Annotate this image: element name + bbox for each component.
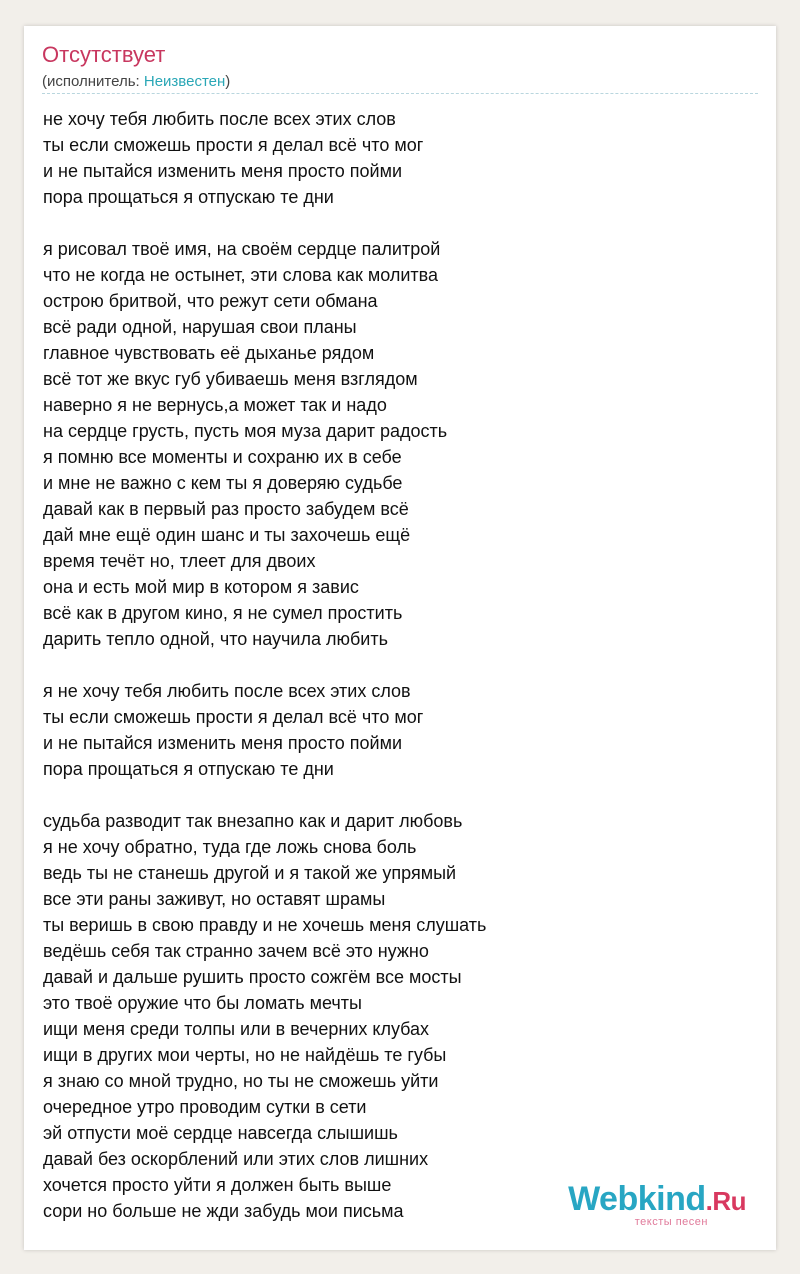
lyric-line: наверно я не вернусь,а может так и надо: [43, 395, 387, 415]
lyric-line: давай как в первый раз просто забудем всё: [43, 499, 409, 519]
lyric-line: давай без оскорблений или этих слов лишних: [43, 1149, 429, 1169]
artist-link[interactable]: Неизвестен: [143, 73, 226, 90]
lyric-line: всё тот же вкус губ убиваешь меня взглядом: [43, 369, 418, 389]
lyric-line: дарить тепло одной, что научила любить: [43, 629, 388, 649]
lyric-line: судьба разводит так внезапно как и дарит любовь: [43, 811, 463, 831]
logo-tld: .Ru: [705, 1186, 746, 1216]
song-title: Отсутствует: [42, 42, 166, 67]
lyric-line: ведёшь себя так странно зачем всё это нужно: [43, 941, 429, 961]
logo-wordmark: [568, 1182, 746, 1218]
lyric-line: эй отпусти моё сердце навсегда слышишь: [43, 1123, 398, 1143]
lyric-line: давай и дальше рушить просто сожгём все мосты: [43, 967, 462, 987]
logo-main-text: Webkind: [568, 1180, 706, 1218]
lyric-line: я помню все моменты и сохраню их в себе: [43, 447, 402, 467]
divider: [42, 93, 758, 94]
artist-suffix: ): [225, 73, 231, 90]
stanza-break: [43, 652, 753, 678]
lyric-line: что не когда не остынет, эти слова как молитва: [43, 265, 438, 285]
lyric-line: я рисовал твоё имя, на своём сердце палитрой: [43, 239, 441, 259]
lyric-line: пора прощаться я отпускаю те дни: [43, 187, 334, 207]
stanza-break: [43, 782, 753, 808]
artist-line: [42, 73, 230, 90]
lyric-line: ты веришь в свою правду и не хочешь меня слушать: [43, 915, 487, 935]
lyric-line: не хочу тебя любить после всех этих слов: [43, 109, 396, 129]
stanza-break: [43, 210, 753, 236]
lyric-line: дай мне ещё один шанс и ты захочешь ещё: [43, 525, 411, 545]
lyric-line: сори но больше не жди забудь мои письма: [43, 1201, 404, 1221]
lyric-line: всё ради одной, нарушая свои планы: [43, 317, 357, 337]
lyrics-text: [43, 106, 753, 1224]
lyric-line: всё как в другом кино, я не сумел простить: [43, 603, 403, 623]
lyrics-card: [24, 26, 776, 1250]
webkind-logo[interactable]: [568, 1182, 746, 1228]
lyric-line: ты если сможешь прости я делал всё что мог: [43, 707, 424, 727]
lyric-line: ищи меня среди толпы или в вечерних клубах: [43, 1019, 430, 1039]
lyric-line: очередное утро проводим сутки в сети: [43, 1097, 367, 1117]
lyric-line: острою бритвой, что режут сети обмана: [43, 291, 378, 311]
lyric-line: ищи в других мои черты, но не найдёшь те губы: [43, 1045, 447, 1065]
lyric-line: она и есть мой мир в котором я завис: [43, 577, 359, 597]
lyric-line: я не хочу тебя любить после всех этих слов: [43, 681, 411, 701]
lyric-line: все эти раны заживут, но оставят шрамы: [43, 889, 386, 909]
lyric-line: на сердце грусть, пусть моя муза дарит радость: [43, 421, 448, 441]
artist-prefix: (исполнитель:: [42, 73, 144, 90]
lyric-line: и не пытайся изменить меня просто пойми: [43, 161, 402, 181]
lyric-line: я не хочу обратно, туда где ложь снова боль: [43, 837, 417, 857]
lyric-line: ведь ты не станешь другой и я такой же упрямый: [43, 863, 457, 883]
lyric-line: время течёт но, тлеет для двоих: [43, 551, 316, 571]
lyric-line: и мне не важно с кем ты я доверяю судьбе: [43, 473, 403, 493]
lyric-line: хочется просто уйти я должен быть выше: [43, 1175, 392, 1195]
lyric-line: и не пытайся изменить меня просто пойми: [43, 733, 402, 753]
lyric-line: пора прощаться я отпускаю те дни: [43, 759, 334, 779]
lyric-line: я знаю со мной трудно, но ты не сможешь уйти: [43, 1071, 439, 1091]
lyric-line: ты если сможешь прости я делал всё что мог: [43, 135, 424, 155]
lyric-line: это твоё оружие что бы ломать мечты: [43, 993, 362, 1013]
lyric-line: главное чувствовать её дыханье рядом: [43, 343, 375, 363]
logo-tagline: тексты песен: [634, 1216, 708, 1228]
